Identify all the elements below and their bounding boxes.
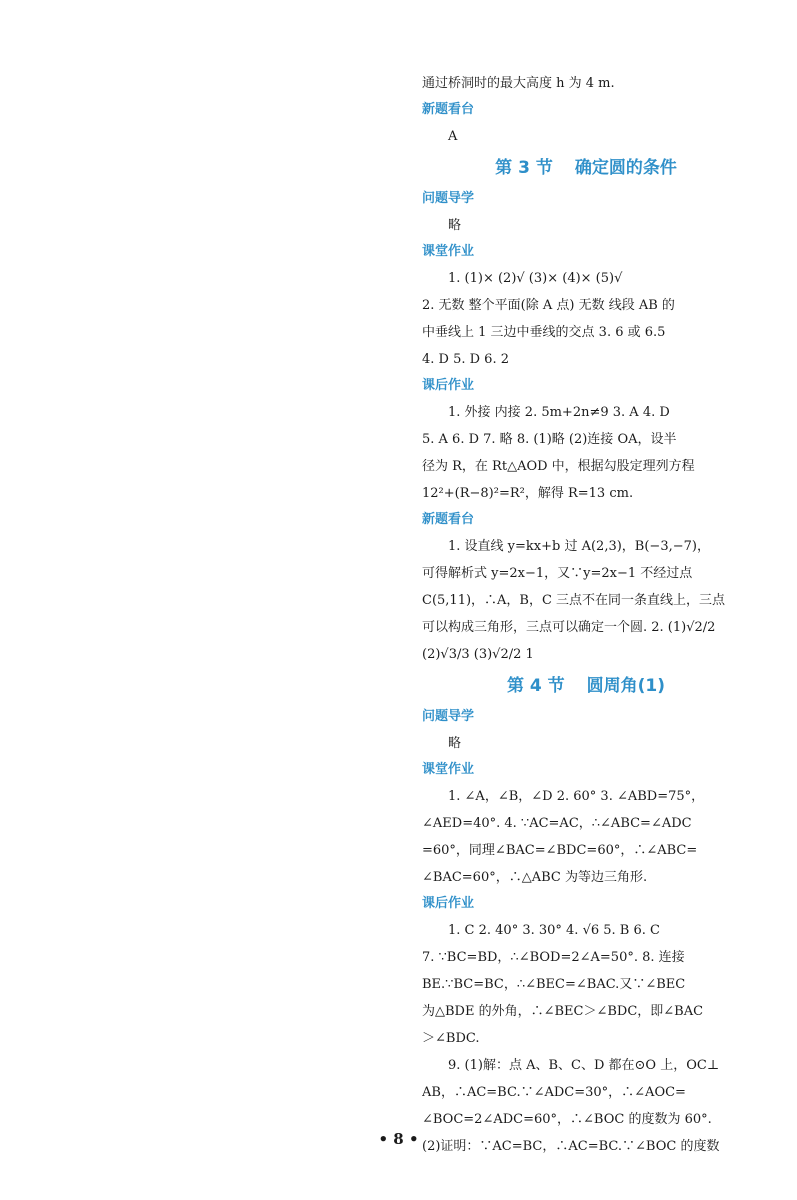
new-questions-answer: A xyxy=(448,129,458,144)
section-3-title: 确定圆的条件 xyxy=(574,158,677,178)
carry-over-line: 通过桥洞时的最大高度 h 为 4 m. xyxy=(422,76,615,91)
answer-line: BE.∵BC=BC，∴∠BEC=∠BAC.又∵∠BEC xyxy=(422,977,686,992)
answer-line: 12²+(R−8)²=R²，解得 R=13 cm. xyxy=(422,486,634,501)
answer-line: 1. (1)× (2)√ (3)× (4)× (5)√ xyxy=(448,271,623,286)
guide-answer: 略 xyxy=(448,218,462,233)
answer-line: 4. D 5. D 6. 2 xyxy=(422,352,509,367)
answer-line: AB，∴AC=BC.∵∠ADC=30°，∴∠AOC= xyxy=(422,1085,686,1100)
answer-line: 中垂线上 1 三边中垂线的交点 3. 6 或 6.5 xyxy=(422,325,666,340)
answer-line: 1. 外接 内接 2. 5m+2n≠9 3. A 4. D xyxy=(448,405,670,420)
answer-line: 1. C 2. 40° 3. 30° 4. √6 5. B 6. C xyxy=(448,923,660,938)
answer-line: (2)√3/3 (3)√2/2 1 xyxy=(422,647,534,662)
section-4-number: 第 4 节 xyxy=(506,676,565,696)
guide-answer: 略 xyxy=(448,736,462,751)
answer-line: 2. 无数 整个平面(除 A 点) 无数 线段 AB 的 xyxy=(422,298,675,313)
answer-line: 可以构成三角形，三点可以确定一个圆. 2. (1)√2/2 xyxy=(422,620,716,635)
answer-line: C(5,11)，∴A，B，C 三点不在同一条直线上，三点 xyxy=(422,593,726,608)
page-number: • 8 • xyxy=(378,1130,419,1148)
answer-line: ∠BAC=60°，∴△ABC 为等边三角形. xyxy=(422,870,648,885)
classwork-label: 课堂作业 xyxy=(422,244,475,259)
answer-line: 7. ∵BC=BD，∴∠BOD=2∠A=50°. 8. 连接 xyxy=(422,950,685,965)
answer-line: (2)证明：∵AC=BC，∴AC=BC.∵∠BOC 的度数 xyxy=(422,1139,720,1154)
answer-line: ＞∠BDC. xyxy=(422,1031,480,1046)
answer-line: 1. 设直线 y=kx+b 过 A(2,3)，B(−3,−7)， xyxy=(448,539,710,554)
answer-line: 为△BDE 的外角，∴∠BEC＞∠BDC，即∠BAC xyxy=(422,1004,704,1019)
section-3-number: 第 3 节 xyxy=(495,158,553,178)
section-4-title: 圆周角(1) xyxy=(586,676,666,696)
answer-line: 9. (1)解：点 A、B、C、D 都在⊙O 上，OC⊥ xyxy=(448,1058,720,1073)
classwork-label: 课堂作业 xyxy=(422,762,475,777)
answer-line: ∠AED=40°. 4. ∵AC=AC，∴∠ABC=∠ADC xyxy=(422,816,692,831)
answer-line: 5. A 6. D 7. 略 8. (1)略 (2)连接 OA，设半 xyxy=(422,432,677,447)
section-3-heading xyxy=(422,150,750,186)
answer-line: 径为 R，在 Rt△AOD 中，根据勾股定理列方程 xyxy=(422,459,695,474)
new-questions-label: 新题看台 xyxy=(422,102,475,117)
new-questions-label: 新题看台 xyxy=(422,512,475,527)
section-4-heading xyxy=(422,668,750,704)
answer-line: 1. ∠A，∠B，∠D 2. 60° 3. ∠ABD=75°， xyxy=(448,789,705,804)
homework-label: 课后作业 xyxy=(422,378,475,393)
guide-label: 问题导学 xyxy=(422,709,475,724)
right-column xyxy=(422,70,750,1160)
answer-line: =60°，同理∠BAC=∠BDC=60°，∴∠ABC= xyxy=(422,843,698,858)
guide-label: 问题导学 xyxy=(422,191,475,206)
answer-line: 可得解析式 y=2x−1，又∵y=2x−1 不经过点 xyxy=(422,566,693,581)
answer-line: ∠BOC=2∠ADC=60°，∴∠BOC 的度数为 60°. xyxy=(422,1112,712,1127)
homework-label: 课后作业 xyxy=(422,896,475,911)
